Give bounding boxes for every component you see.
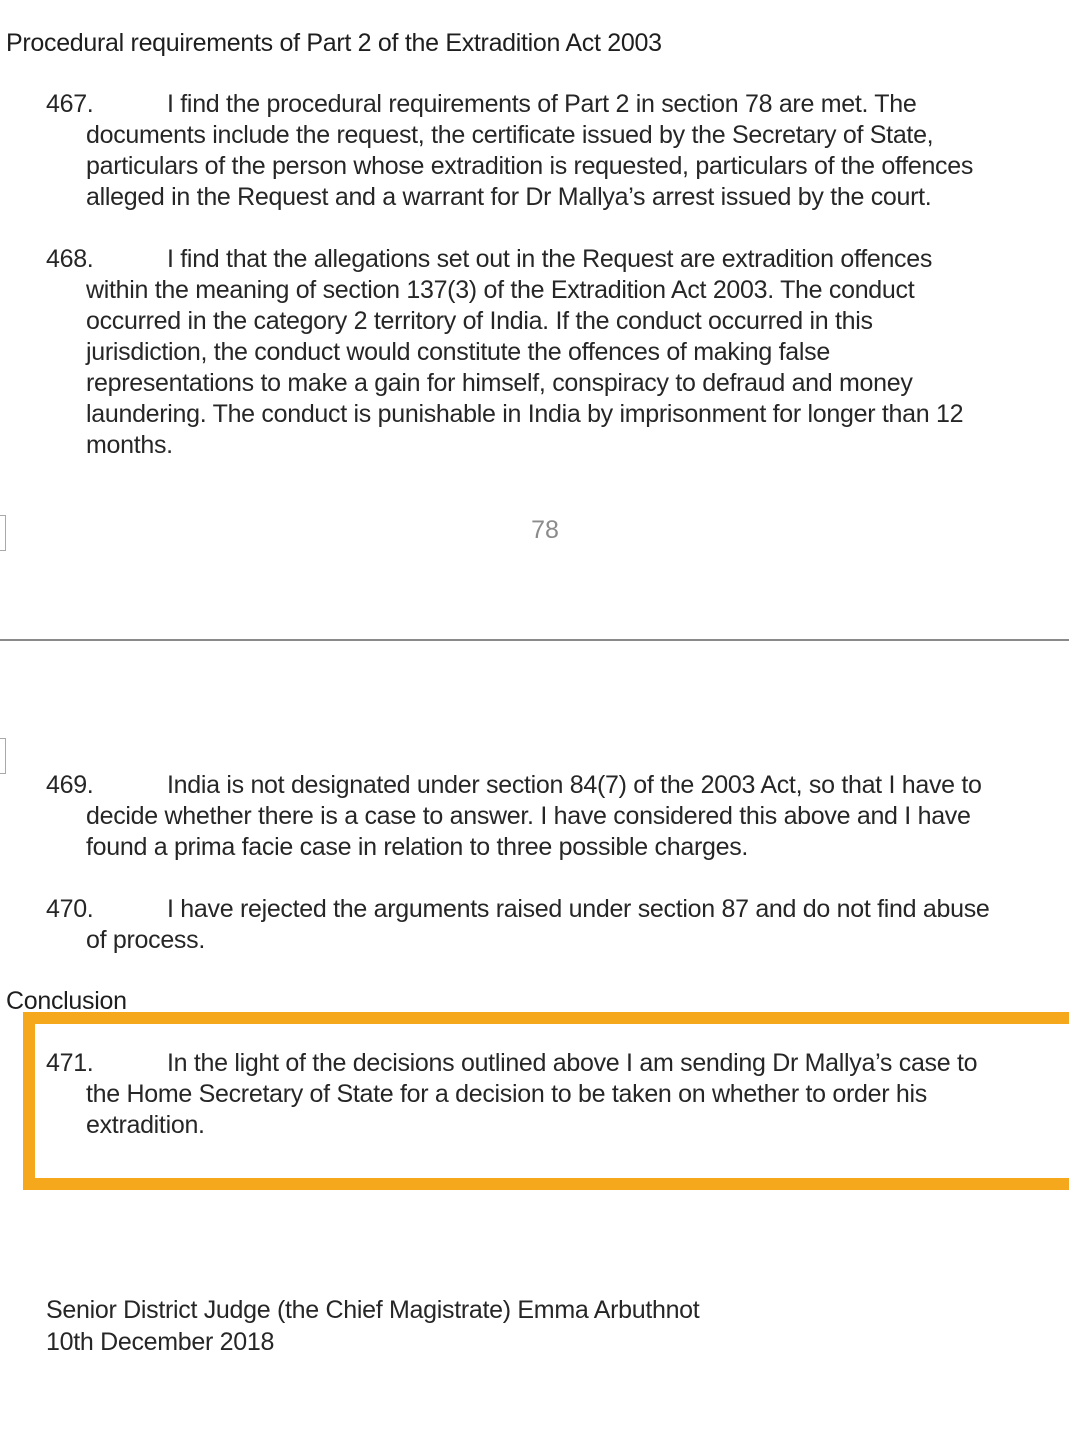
paragraph-line: laundering. The conduct is punishable in India by imprisonment for longer than 12: [86, 400, 964, 428]
paragraph-line: documents include the request, the certificate issued by the Secretary of State,: [86, 121, 934, 149]
paragraph-line: within the meaning of section 137(3) of the Extradition Act 2003. The conduct: [86, 276, 915, 304]
signature-name: Senior District Judge (the Chief Magistrate) Emma Arbuthnot: [46, 1296, 700, 1324]
paragraph-line: decide whether there is a case to answer. I have considered this above and I have: [86, 802, 971, 830]
paragraph-line: the Home Secretary of State for a decision to be taken on whether to order his: [86, 1080, 927, 1108]
paragraph-line: I find that the allegations set out in the Request are extradition offences: [167, 245, 933, 273]
paragraph-469: [46, 770, 1069, 863]
signature-date: 10th December 2018: [46, 1328, 275, 1356]
paragraph-number: 467.: [46, 90, 94, 118]
paragraph-line: jurisdiction, the conduct would constitute the offences of making false: [86, 338, 830, 366]
paragraph-line: alleged in the Request and a warrant for Dr Mallya’s arrest issued by the court.: [86, 183, 932, 211]
conclusion-heading: Conclusion: [6, 987, 127, 1015]
document-page-78: [0, 0, 1069, 640]
paragraph-line: months.: [86, 431, 173, 459]
paragraph-468: [46, 244, 1069, 461]
paragraph-number: 469.: [46, 771, 94, 799]
paragraph-number: 470.: [46, 895, 94, 923]
paragraph-number: 468.: [46, 245, 94, 273]
paragraph-467: [46, 89, 1069, 213]
paragraph-line: I have rejected the arguments raised under section 87 and do not find abuse: [167, 895, 990, 923]
paragraph-470: [46, 894, 1069, 956]
paragraph-line: found a prima facie case in relation to three possible charges.: [86, 833, 749, 861]
paragraph-number: 471.: [46, 1049, 94, 1077]
paragraph-line: extradition.: [86, 1111, 205, 1139]
page-number: 78: [531, 516, 559, 544]
paragraph-line: I find the procedural requirements of Part 2 in section 78 are met. The: [167, 90, 917, 118]
paragraph-line: occurred in the category 2 territory of India. If the conduct occurred in this: [86, 307, 873, 335]
highlight-annotation-box: [23, 1012, 1069, 1190]
page-margin-marker: [0, 738, 6, 774]
paragraph-line: representations to make a gain for himself, conspiracy to defraud and money: [86, 369, 913, 397]
paragraph-line: In the light of the decisions outlined above I am sending Dr Mallya’s case to: [167, 1049, 978, 1077]
paragraph-line: of process.: [86, 926, 205, 954]
paragraph-line: India is not designated under section 84(7) of the 2003 Act, so that I have to: [167, 771, 982, 799]
section-heading: Procedural requirements of Part 2 of the Extradition Act 2003: [6, 29, 662, 57]
signature-block: [46, 1294, 699, 1358]
page-separator: [0, 639, 1069, 641]
paragraph-line: particulars of the person whose extradition is requested, particulars of the offences: [86, 152, 974, 180]
